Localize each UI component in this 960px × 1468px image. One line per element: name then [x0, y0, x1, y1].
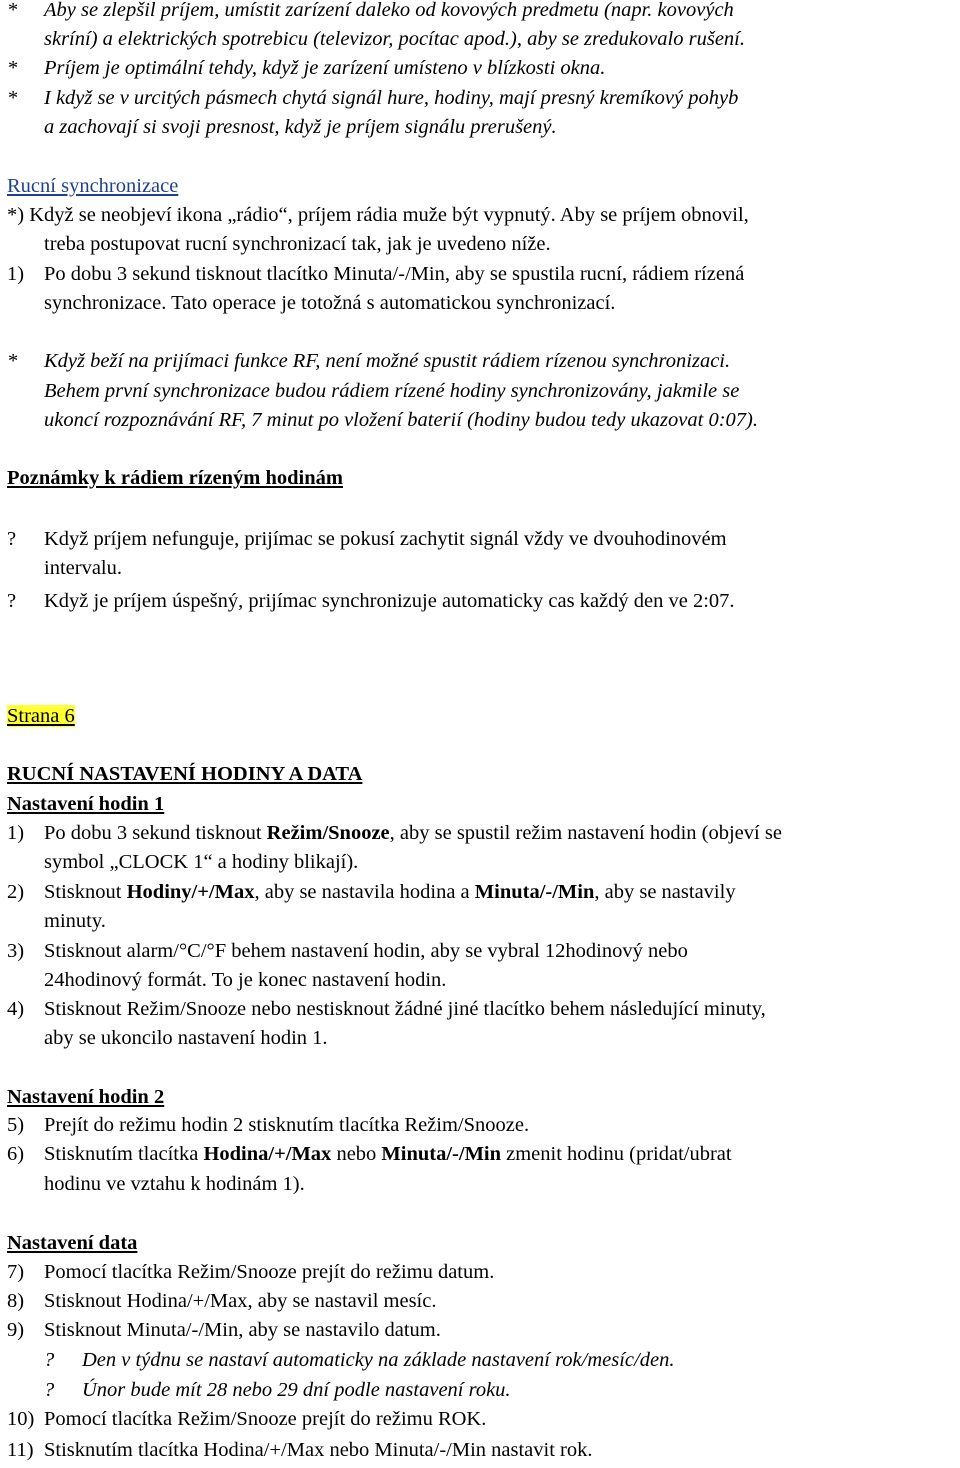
- button-name: Hodiny/+/Max: [126, 881, 255, 903]
- step-number: 5): [7, 1114, 25, 1136]
- step-text: aby se ukoncilo nastavení hodin 1.: [44, 1027, 328, 1049]
- note-text: Když je príjem úspešný, prijímac synchronizuje automaticky cas každý den ve 2:07.: [44, 590, 735, 612]
- step-number: 11): [7, 1439, 34, 1461]
- note-text: Behem první synchronizace budou rádiem rízené hodiny synchronizovány, jakmile se: [44, 380, 740, 402]
- step-text: [44, 819, 960, 847]
- paragraph-line: treba postupovat rucní synchronizací tak, jak je uvedeno níže.: [44, 233, 551, 255]
- step-text-part: nebo: [331, 1143, 382, 1165]
- step-text-part: , aby se nastavila hodina a: [254, 881, 475, 903]
- step-text: Stisknout Minuta/-/Min, aby se nastavilo datum.: [44, 1319, 441, 1341]
- step-text: 24hodinový formát. To je konec nastavení hodin.: [44, 969, 447, 991]
- step-text: symbol „CLOCK 1“ a hodiny blikají).: [44, 851, 359, 873]
- step-number: 1): [7, 822, 25, 844]
- paragraph-line: *) Když se neobjeví ikona „rádio“, príjem rádia muže být vypnutý. Aby se príjem obnovil,: [7, 204, 749, 226]
- page-title: RUCNÍ NASTAVENÍ HODINY A DATA: [7, 763, 363, 785]
- section-heading: Nastavení hodin 1: [7, 793, 165, 815]
- step-text: Po dobu 3 sekund tisknout tlacítko Minuta/-/Min, aby se spustila rucní, rádiem rízená: [44, 263, 745, 285]
- bullet-star: *: [7, 0, 18, 21]
- step-number: 2): [7, 881, 25, 903]
- question-mark: ?: [44, 1349, 55, 1371]
- step-text: hodinu ve vztahu k hodinám 1).: [44, 1173, 305, 1195]
- note-text: skríní) a elektrických spotrebicu (televizor, pocítac apod.), aby se zredukovalo rušení.: [44, 28, 745, 50]
- section-heading: Nastavení data: [7, 1232, 138, 1254]
- question-mark: ?: [44, 1379, 55, 1401]
- note-text: a zachovají si svoji presnost, když je príjem signálu prerušený.: [44, 116, 557, 138]
- note-text: I když se v urcitých pásmech chytá signál hure, hodiny, mají presný kremíkový pohyb: [44, 87, 739, 109]
- step-number: 6): [7, 1143, 25, 1165]
- step-text: Pomocí tlacítka Režim/Snooze prejít do režimu ROK.: [44, 1408, 487, 1430]
- note-text: Když príjem nefunguje, prijímac se pokusí zachytit signál vždy ve dvouhodinovém: [44, 528, 727, 550]
- note-text: Den v týdnu se nastaví automaticky na základe nastavení rok/mesíc/den.: [82, 1349, 675, 1371]
- step-number: 9): [7, 1319, 25, 1341]
- page-label-text: Strana 6: [7, 705, 75, 727]
- button-name: Hodina/+/Max: [203, 1143, 332, 1165]
- step-number: 10): [7, 1408, 35, 1430]
- step-text: Stisknout Režim/Snooze nebo nestisknout žádné jiné tlacítko behem následující minuty,: [44, 998, 766, 1020]
- step-text: Prejít do režimu hodin 2 stisknutím tlacítka Režim/Snooze.: [44, 1114, 530, 1136]
- step-text: [44, 878, 960, 906]
- step-text: Pomocí tlacítka Režim/Snooze prejít do režimu datum.: [44, 1261, 495, 1283]
- note-text: intervalu.: [44, 557, 122, 579]
- question-mark: ?: [7, 590, 17, 612]
- bullet-star: *: [7, 57, 18, 79]
- step-number: 7): [7, 1261, 25, 1283]
- step-text-part: Stisknutím tlacítka: [44, 1143, 204, 1165]
- step-text: Stisknutím tlacítka Hodina/+/Max nebo Minuta/-/Min nastavit rok.: [44, 1439, 593, 1461]
- section-heading: Rucní synchronizace: [7, 175, 179, 197]
- step-number: 4): [7, 998, 25, 1020]
- note-text: Když beží na prijímaci funkce RF, není možné spustit rádiem rízenou synchronizaci.: [44, 350, 731, 372]
- note-text: ukoncí rozpoznávání RF, 7 minut po vložení baterií (hodiny budou tedy ukazovat 0:07).: [44, 409, 758, 431]
- step-number: 3): [7, 940, 25, 962]
- note-text: Únor bude mít 28 nebo 29 dní podle nastavení roku.: [82, 1379, 511, 1401]
- step-text: Stisknout alarm/°C/°F behem nastavení hodin, aby se vybral 12hodinový nebo: [44, 940, 688, 962]
- note-text: Aby se zlepšil príjem, umístit zarízení daleko od kovových predmetu (napr. kovových: [44, 0, 734, 21]
- step-text-part: Stisknout: [44, 881, 127, 903]
- bullet-star: *: [7, 87, 18, 109]
- step-text-part: , aby se spustil režim nastavení hodin (objeví se: [389, 822, 782, 844]
- step-text-part: zmenit hodinu (pridat/ubrat: [501, 1143, 732, 1165]
- button-name: Režim/Snooze: [266, 822, 390, 844]
- step-text: [44, 1140, 960, 1168]
- note-text: Príjem je optimální tehdy, když je zarízení umísteno v blízkosti okna.: [44, 57, 606, 79]
- button-name: Minuta/-/Min: [381, 1143, 502, 1165]
- step-number: 1): [7, 263, 25, 285]
- question-mark: ?: [7, 528, 17, 550]
- step-text: minuty.: [44, 910, 106, 932]
- step-number: 8): [7, 1290, 25, 1312]
- step-text: synchronizace. Tato operace je totožná s automatickou synchronizací.: [44, 292, 616, 314]
- section-heading: Poznámky k rádiem rízeným hodinám: [7, 467, 343, 489]
- button-name: Minuta/-/Min: [474, 881, 595, 903]
- section-heading: Nastavení hodin 2: [7, 1086, 165, 1108]
- page-label: [7, 702, 960, 730]
- step-text-part: , aby se nastavily: [594, 881, 736, 903]
- step-text-part: Po dobu 3 sekund tisknout: [44, 822, 267, 844]
- bullet-star: *: [7, 350, 18, 372]
- step-text: Stisknout Hodina/+/Max, aby se nastavil mesíc.: [44, 1290, 437, 1312]
